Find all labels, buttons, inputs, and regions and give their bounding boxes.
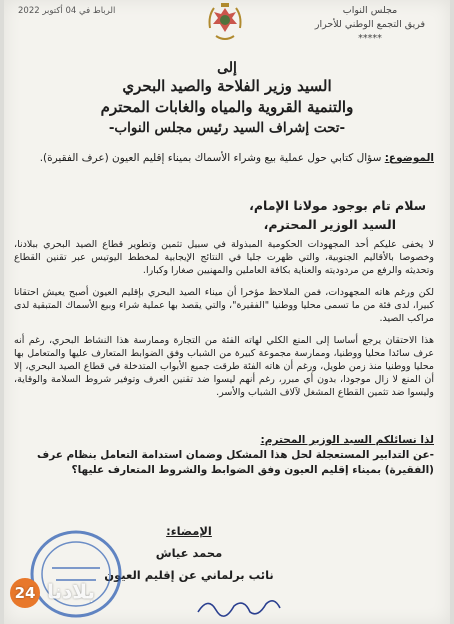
subject-line [14,150,434,166]
greeting-block [16,196,426,234]
royal-emblem-icon [202,2,248,44]
letter-date: الرباط في 04 أكتوبر 2022 [18,6,116,16]
body-paragraph: لكن ورغم هاته المجهودات، فمن الملاحظ مؤخرا أن ميناء الصيد البحري بإقليم العيون أصبح يعيش احتقانا كبيرا، لدى فئة من ما تسمى محليا ووطنيا "الفقيرة"، والتي يقصد بها عملية شراء وبيع الأسماك المتبقية لدى مراكب الصيد. [14,287,434,324]
site-watermark [10,578,95,608]
body-paragraph: هذا الاحتقان يرجع أساسا إلى المنع الكلي لهاته الفئة من التجارة وممارسة هذا النشاط البحري، رغم أنه عرف سائدا محليا ووطنيا، وممارسة مجموعة كبيرة من الشباب وفق الضوابط المتعارف عليها والمتعامل بها محليا ووطنيا منذ زمن طويل، ورغم أن هاته الفئة طرقت جميع الأبواب المتدخلة في قطاع الصيد البحري، إلا أن المنع لا زال موجودا، بدون أي مبرر، رغم أنهم ليسوا ضد تقنين العرف وتوفير شروط السلامة والوقاية، وليسوا ضد تثمين القطاع المشغل لآلاف الشباب والأسر. [14,335,434,398]
letterhead-group [300,4,440,46]
letterhead-stars: ***** [358,33,382,44]
watermark-text: بلادنا [46,579,95,604]
body-paragraph: لا يخفى عليكم أحد المجهودات الحكومية المبذولة في سبيل تثمين وتطوير قطاع الصيد البحري ببلادنا، وخصوصا بالأقاليم الجنوبية، والتي ظهرت جليا في النتائج الإيجابية لمخطط اليوتيس عبر تقنين القطاع وتحديثه والرفع من مردوديته والعناية بكافة العاملين والمهنيين صغارا وكبارا. [14,239,434,276]
letterhead-house: مجلس النواب [342,5,398,16]
greeting-line-2: السيد الوزير المحترم، [263,217,396,232]
recipient-block [14,60,440,138]
recipient-line-3: -تحت إشراف السيد رئيس مجلس النواب- [108,120,346,136]
letterhead-group-name: فريق التجمع الوطني للأحرار [314,19,426,30]
signatory-name: محمد عياش [155,546,223,560]
handwritten-signature-icon [194,594,284,620]
recipient-line-1: السيد وزير الفلاحة والصيد البحري [122,77,332,95]
question-block [14,433,434,478]
subject-label: الموضوع: [384,152,434,164]
greeting-line-1: سلام تام بوجود مولانا الإمام، [249,198,426,213]
subject-text: سؤال كتابي حول عملية بيع وشراء الأسماك بميناء إقليم العيون (عرف الفقيرة). [39,152,382,164]
signatory-title: نائب برلماني عن إقليم العيون [104,568,274,582]
letter-page [4,0,450,624]
watermark-badge: 24 [10,578,40,608]
question-heading: لذا نسائلكم السيد الوزير المحترم: [260,434,434,446]
letter-body [14,238,434,408]
recipient-line-2: والتنمية القروية والمياه والغابات المحترم [100,98,354,116]
recipient-to: إلى [217,60,237,76]
question-text: -عن التدابير المستعجلة لحل هذا المشكل وضمان استدامة التعامل بنظام عرف (الفقيرة) بميناء إقليم العيون وفق الضوابط والشروط المتعارف عليها؟ [37,449,434,476]
signature-label: الإمضاء: [166,524,212,538]
